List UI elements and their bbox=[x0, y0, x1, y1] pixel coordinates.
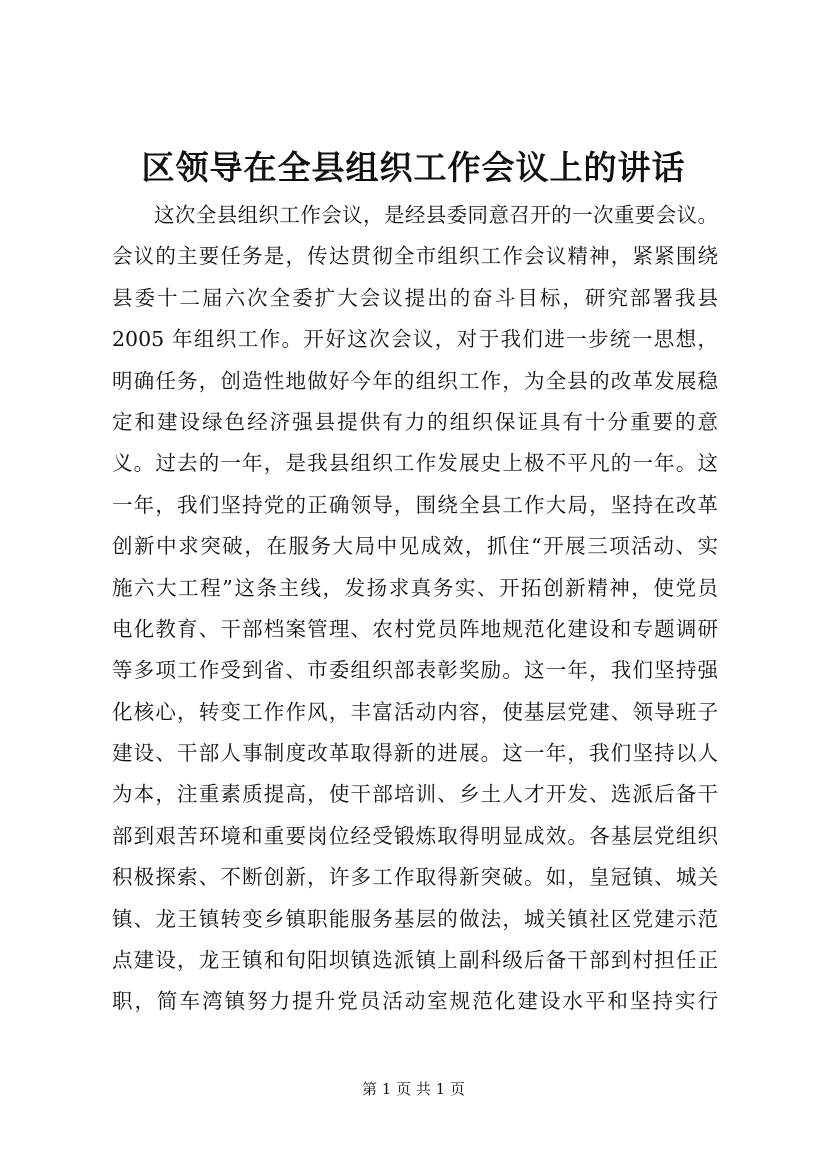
document-title: 区领导在全县组织工作会议上的讲话 bbox=[141, 148, 686, 187]
body-line: 积极探索、不断创新，许多工作取得新突破。如，皇冠镇、城关 bbox=[112, 865, 718, 890]
body-line: 职，简车湾镇努力提升党员活动室规范化建设水平和坚持实行 bbox=[112, 989, 718, 1014]
body-line: 义。过去的一年，是我县组织工作发展史上极不平凡的一年。这 bbox=[112, 451, 718, 476]
body-line: 会议的主要任务是，传达贯彻全市组织工作会议精神，紧紧围绕 bbox=[112, 244, 718, 269]
body-line: 县委十二届六次全委扩大会议提出的奋斗目标，研究部署我县 bbox=[112, 285, 718, 310]
body-line: 等多项工作受到省、市委组织部表彰奖励。这一年，我们坚持强 bbox=[112, 658, 718, 683]
body-line: 部到艰苦环境和重要岗位经受锻炼取得明显成效。各基层党组织 bbox=[112, 823, 718, 848]
document-body bbox=[112, 195, 718, 1023]
body-line: 2005 年组织工作。开好这次会议，对于我们进一步统一思想， bbox=[112, 327, 718, 352]
body-line: 建设、干部人事制度改革取得新的进展。这一年，我们坚持以人 bbox=[112, 741, 718, 766]
body-line: 创新中求突破，在服务大局中见成效，抓住“开展三项活动、实 bbox=[112, 534, 718, 559]
body-line: 明确任务，创造性地做好今年的组织工作，为全县的改革发展稳 bbox=[112, 368, 718, 393]
page-footer: 第 1 页 共 1 页 bbox=[362, 1080, 465, 1098]
body-line: 化核心，转变工作作风，丰富活动内容，使基层党建、领导班子 bbox=[112, 699, 718, 724]
body-line: 镇、龙王镇转变乡镇职能服务基层的做法，城关镇社区党建示范 bbox=[112, 906, 718, 931]
body-line: 施六大工程”这条主线，发扬求真务实、开拓创新精神，使党员 bbox=[112, 575, 718, 600]
body-line: 电化教育、干部档案管理、农村党员阵地规范化建设和专题调研 bbox=[112, 616, 718, 641]
body-line: 一年，我们坚持党的正确领导，围绕全县工作大局，坚持在改革 bbox=[112, 492, 718, 517]
body-line: 为本，注重素质提高，使干部培训、乡土人才开发、选派后备干 bbox=[112, 782, 718, 807]
body-line: 定和建设绿色经济强县提供有力的组织保证具有十分重要的意 bbox=[112, 409, 718, 434]
body-line: 这次全县组织工作会议，是经县委同意召开的一次重要会议。 bbox=[154, 203, 718, 227]
body-line: 点建设，龙王镇和旬阳坝镇选派镇上副科级后备干部到村担任正 bbox=[112, 948, 718, 973]
